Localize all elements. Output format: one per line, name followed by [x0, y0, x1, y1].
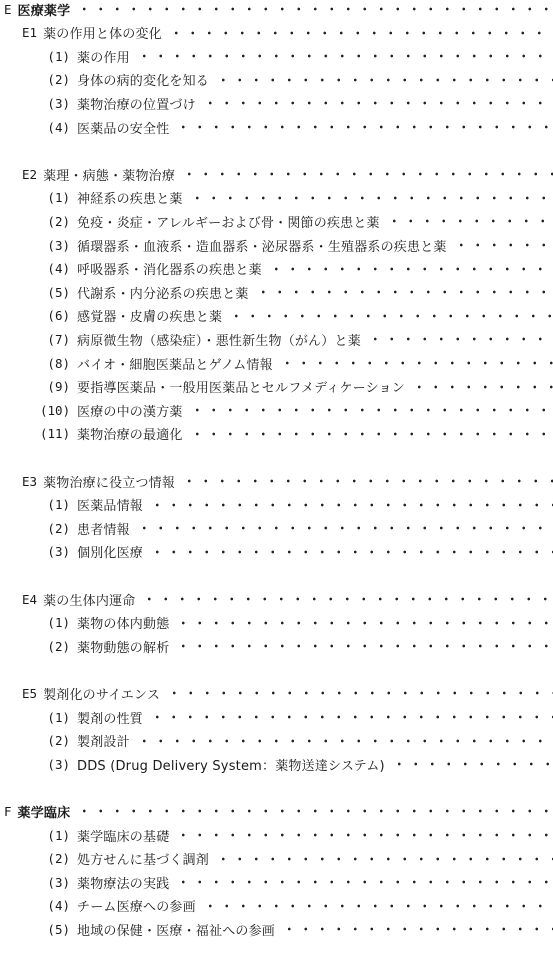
toc-chapter-e4[interactable] — [0, 589, 553, 609]
dot-leader — [449, 235, 553, 255]
item-title: 医薬品情報 — [77, 499, 144, 515]
item-number: (9) — [47, 379, 70, 395]
chapter-title: 薬の作用と体の変化 — [43, 27, 162, 43]
item-number: (5) — [47, 284, 70, 300]
item-number: (3) — [47, 237, 70, 253]
chapter-code: E2 — [22, 166, 38, 182]
item-number: (3) — [47, 544, 70, 560]
item-title: 薬物の体内動態 — [77, 617, 170, 633]
item-title: 処方せんに基づく調剤 — [77, 853, 210, 869]
toc-item[interactable] — [0, 849, 553, 869]
chapter-code: E4 — [22, 591, 38, 607]
item-number: (3) — [47, 874, 70, 890]
item-number: (2) — [47, 520, 70, 536]
dot-leader — [164, 23, 553, 43]
toc-item[interactable] — [0, 825, 553, 845]
dot-leader — [137, 589, 553, 609]
item-title: 薬学臨床の基礎 — [77, 829, 170, 845]
chapter-title: 薬物治療に役立つ情報 — [43, 475, 176, 491]
dot-leader — [363, 329, 553, 349]
toc-item[interactable] — [0, 754, 553, 774]
toc-item[interactable] — [0, 424, 553, 444]
toc-item[interactable] — [0, 896, 553, 916]
dot-leader — [145, 707, 553, 727]
dot-leader — [198, 93, 553, 113]
chapter-title: 薬理・病態・薬物治療 — [43, 168, 176, 184]
toc-item[interactable] — [0, 400, 553, 420]
toc-item[interactable] — [0, 235, 553, 255]
toc-item[interactable] — [0, 259, 553, 279]
toc-item[interactable] — [0, 188, 553, 208]
dot-leader — [132, 518, 553, 538]
chapter-code: E3 — [22, 473, 38, 489]
dot-leader — [177, 471, 553, 491]
item-title: 循環器系・血液系・造血器系・泌尿器系・生殖器系の疾患と薬 — [77, 239, 447, 255]
toc-item[interactable] — [0, 636, 553, 656]
item-number: (2) — [47, 733, 70, 749]
dot-leader — [132, 731, 553, 751]
toc-item[interactable] — [0, 377, 553, 397]
item-title: 感覚器・皮膚の疾患と薬 — [77, 310, 223, 326]
item-number: (4) — [47, 119, 70, 135]
section-title: 薬学臨床 — [17, 805, 71, 821]
item-title: DDS (Drug Delivery System：薬物送達システム) — [77, 758, 385, 774]
item-title: 製剤の性質 — [77, 711, 144, 727]
toc-item[interactable] — [0, 306, 553, 326]
toc-chapter-e5[interactable] — [0, 683, 553, 703]
dot-leader — [407, 377, 553, 397]
dot-leader — [171, 825, 553, 845]
item-number: (2) — [47, 638, 70, 654]
item-number: (1) — [47, 615, 70, 631]
chapter-title: 薬の生体内運命 — [43, 593, 136, 609]
dot-leader — [72, 801, 553, 821]
item-title: 要指導医薬品・一般用医薬品とセルフメディケーション — [77, 381, 405, 397]
section-code: E — [4, 1, 12, 17]
item-title: 薬物治療の最適化 — [77, 428, 183, 444]
section-title: 医療薬学 — [17, 3, 71, 19]
item-title: 薬物治療の位置づけ — [77, 97, 196, 113]
item-title: 製剤設計 — [77, 735, 130, 751]
section-code: F — [4, 803, 12, 819]
dot-leader — [145, 542, 553, 562]
dot-leader — [132, 46, 553, 66]
item-title: 呼吸器系・消化器系の疾患と薬 — [77, 263, 262, 279]
chapter-code: E5 — [22, 685, 38, 701]
toc-item[interactable] — [0, 329, 553, 349]
toc-item[interactable] — [0, 518, 553, 538]
toc-item[interactable] — [0, 211, 553, 231]
toc-chapter-e3[interactable] — [0, 471, 553, 491]
chapter-code: E1 — [22, 25, 38, 41]
toc-item[interactable] — [0, 495, 553, 515]
dot-leader — [162, 683, 553, 703]
dot-leader — [145, 495, 553, 515]
item-title: 代謝系・内分泌系の疾患と薬 — [77, 286, 249, 302]
item-title: チーム医療への参画 — [77, 900, 196, 916]
toc-section-e[interactable] — [0, 0, 553, 19]
toc-item[interactable] — [0, 117, 553, 137]
toc-item[interactable] — [0, 70, 553, 90]
item-number: (1) — [47, 497, 70, 513]
item-number: (2) — [47, 213, 70, 229]
item-number: (3) — [47, 95, 70, 111]
dot-leader — [171, 613, 553, 633]
item-number: (8) — [47, 355, 70, 371]
item-number: (7) — [47, 331, 70, 347]
item-title: 薬物動態の解析 — [77, 640, 170, 656]
item-number: (4) — [47, 261, 70, 277]
item-number: (1) — [47, 48, 70, 64]
item-title: バイオ・細胞医薬品とゲノム情報 — [77, 357, 273, 373]
dot-leader — [387, 754, 553, 774]
toc-item[interactable] — [0, 731, 553, 751]
toc-item[interactable] — [0, 542, 553, 562]
item-title: 医療の中の漢方薬 — [77, 404, 183, 420]
item-title: 個別化医療 — [77, 546, 144, 562]
dot-leader — [171, 872, 553, 892]
dot-leader — [251, 282, 553, 302]
item-title: 身体の病的変化を知る — [77, 74, 210, 90]
dot-leader — [185, 400, 553, 420]
chapter-title: 製剤化のサイエンス — [43, 687, 161, 703]
item-title: 神経系の疾患と薬 — [77, 192, 183, 208]
toc-item[interactable] — [0, 707, 553, 727]
item-number: (11) — [40, 426, 71, 442]
item-number: (3) — [47, 756, 70, 772]
item-title: 薬の作用 — [77, 50, 130, 66]
dot-leader — [185, 188, 553, 208]
dot-leader — [277, 919, 553, 939]
dot-leader — [211, 70, 553, 90]
dot-leader — [264, 259, 553, 279]
toc-item[interactable] — [0, 872, 553, 892]
dot-leader — [185, 424, 553, 444]
item-number: (5) — [47, 921, 70, 937]
item-number: (1) — [47, 709, 70, 725]
dot-leader — [211, 849, 553, 869]
item-number: (10) — [40, 402, 71, 418]
dot-leader — [171, 117, 553, 137]
item-number: (6) — [47, 308, 70, 324]
item-number: (1) — [47, 827, 70, 843]
toc-item[interactable] — [0, 46, 553, 66]
dot-leader — [177, 164, 553, 184]
item-title: 免疫・炎症・アレルギーおよび骨・関節の疾患と薬 — [77, 215, 380, 231]
dot-leader — [72, 0, 553, 19]
dot-leader — [382, 211, 553, 231]
dot-leader — [275, 353, 553, 373]
item-number: (2) — [47, 72, 70, 88]
item-title: 患者情報 — [77, 522, 130, 538]
dot-leader — [224, 306, 553, 326]
toc-chapter-e2[interactable] — [0, 164, 553, 184]
item-number: (1) — [47, 190, 70, 206]
toc-section-f[interactable] — [0, 801, 553, 821]
item-title: 薬物療法の実践 — [77, 876, 170, 892]
item-number: (2) — [47, 851, 70, 867]
item-title: 医薬品の安全性 — [77, 121, 170, 137]
dot-leader — [198, 896, 553, 916]
toc-item[interactable] — [0, 282, 553, 302]
dot-leader — [171, 636, 553, 656]
toc-item[interactable] — [0, 93, 553, 113]
toc-item[interactable] — [0, 919, 553, 939]
item-title: 地域の保健・医療・福祉への参画 — [77, 923, 276, 939]
toc-item[interactable] — [0, 613, 553, 633]
toc-item[interactable] — [0, 353, 553, 373]
item-title: 病原微生物（感染症）・悪性新生物（がん）と薬 — [77, 333, 361, 349]
item-number: (4) — [47, 898, 70, 914]
toc-chapter-e1[interactable] — [0, 23, 553, 43]
